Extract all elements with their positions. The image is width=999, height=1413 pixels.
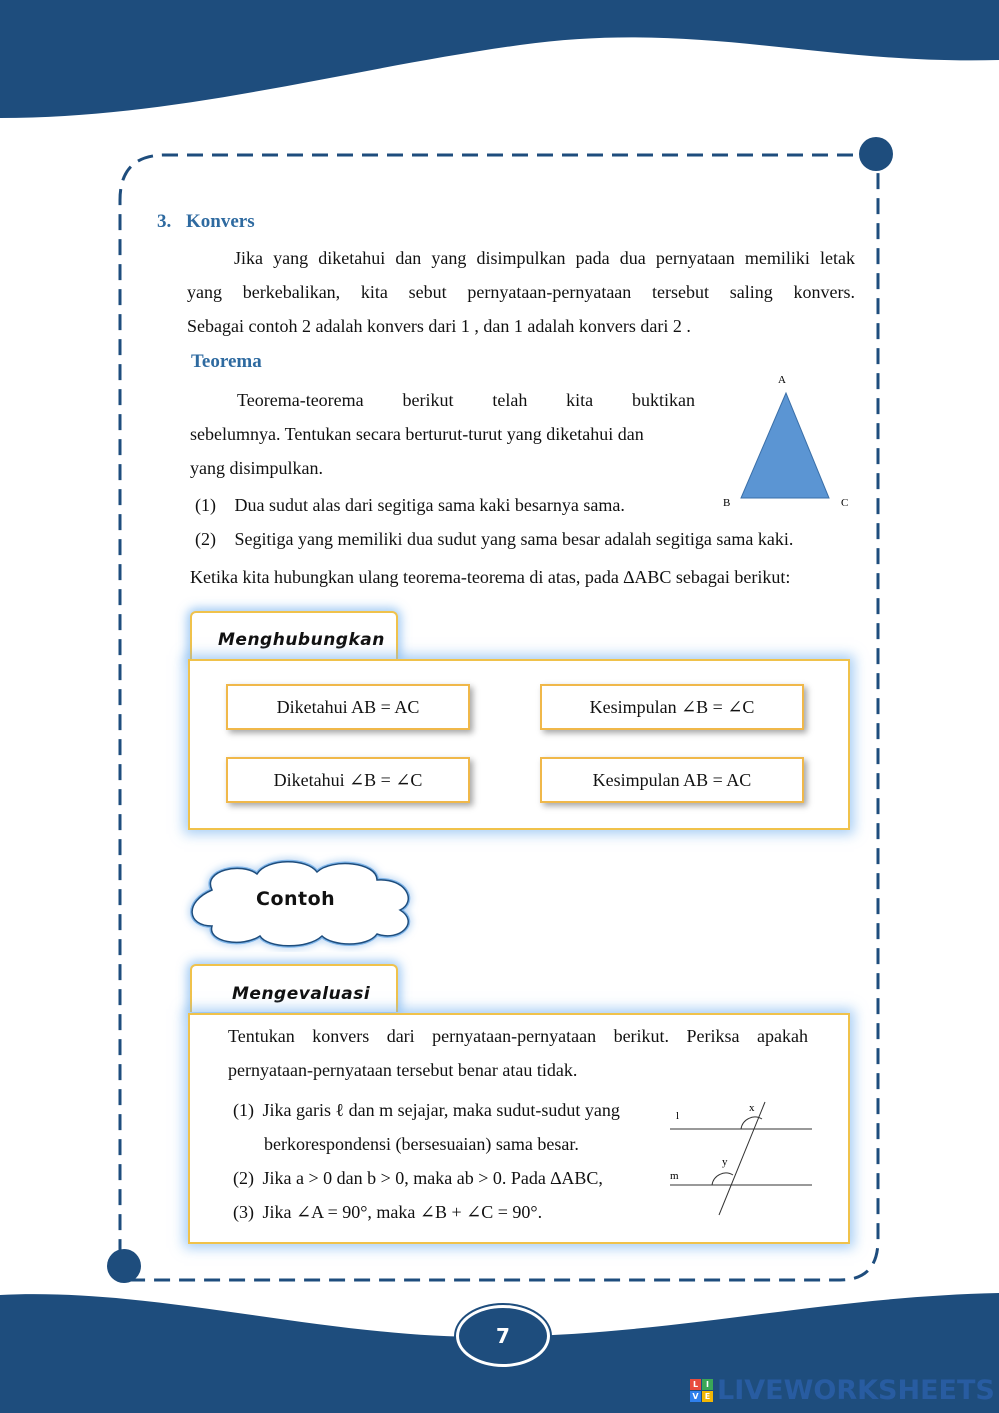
eval-intro-line-1: Tentukan konvers dari pernyataan-pernyataan berikut. Periksa apakah bbox=[228, 1026, 808, 1046]
contoh-label: Contoh bbox=[256, 888, 336, 910]
eval-item-num: (2) bbox=[233, 1168, 254, 1188]
intro-line-2: yang berkebalikan, kita sebut pernyataan-pernyataan tersebut saling konvers. bbox=[187, 282, 855, 302]
line-l-label: l bbox=[676, 1110, 680, 1122]
relation-cell bbox=[226, 684, 470, 730]
menghubungkan-tab bbox=[190, 611, 398, 659]
vertex-b-label: B bbox=[723, 497, 731, 509]
mengevaluasi-label: Mengevaluasi bbox=[232, 984, 371, 1004]
cell-text: Diketahui AB = AC bbox=[276, 696, 420, 717]
parallel-lines-figure bbox=[662, 1097, 822, 1222]
intro-paragraph bbox=[187, 241, 855, 343]
menghubungkan-panel bbox=[188, 659, 850, 830]
teorema-closing: Ketika kita hubungkan ulang teorema-teorema di atas, pada ∆ABC sebagai berikut: bbox=[190, 567, 791, 587]
section-number: 3. bbox=[157, 211, 172, 232]
teorema-line-3: yang disimpulkan. bbox=[190, 458, 323, 478]
page-number: 7 bbox=[496, 1324, 510, 1348]
teorema-paragraph bbox=[190, 383, 695, 485]
section-title: Konvers bbox=[186, 211, 255, 232]
line-m-label: m bbox=[670, 1170, 679, 1182]
mengevaluasi-tab bbox=[190, 964, 398, 1012]
eval-item-text: Jika a > 0 dan b > 0, maka ab > 0. Pada ∆ABC, bbox=[262, 1168, 603, 1188]
relation-cell bbox=[226, 757, 470, 803]
mengevaluasi-panel bbox=[188, 1013, 850, 1244]
mengevaluasi-intro bbox=[228, 1019, 808, 1087]
triangle-abc bbox=[715, 368, 865, 513]
teorema-item-1 bbox=[195, 491, 625, 519]
intro-line-3: Sebagai contoh 2 adalah konvers dari 1 , dan 1 adalah konvers dari 2 . bbox=[187, 316, 691, 336]
teorema-line-1: Teorema-teorema berikut telah kita buktikan bbox=[237, 390, 695, 410]
angle-x-label: x bbox=[749, 1102, 755, 1114]
intro-line-1: Jika yang diketahui dan yang disimpulkan pada dua pernyataan memiliki letak bbox=[234, 248, 855, 268]
teorema-title: Teorema bbox=[191, 351, 262, 372]
teorema-item-num: (1) bbox=[195, 495, 216, 515]
eval-item-num: (1) bbox=[233, 1100, 254, 1120]
teorema-item-2 bbox=[195, 525, 793, 553]
teorema-item-text: Dua sudut alas dari segitiga sama kaki besarnya sama. bbox=[234, 495, 625, 515]
vertex-a-label: A bbox=[778, 374, 786, 386]
brand-name: LIVEWORKSHEETS bbox=[717, 1375, 995, 1406]
cell-text: Diketahui ∠B = ∠C bbox=[273, 769, 423, 790]
eval-intro-line-2: pernyataan-pernyataan tersebut benar atau tidak. bbox=[228, 1060, 578, 1080]
eval-item-1-cont: berkorespondensi (bersesuaian) sama besar. bbox=[264, 1134, 579, 1154]
teorema-item-text: Segitiga yang memiliki dua sudut yang sama besar adalah segitiga sama kaki. bbox=[234, 529, 794, 549]
teorema-item-num: (2) bbox=[195, 529, 216, 549]
eval-item-3 bbox=[233, 1195, 542, 1229]
relation-cell bbox=[540, 684, 804, 730]
brand-logo bbox=[690, 1375, 995, 1406]
eval-item-text: Jika garis ℓ dan m sejajar, maka sudut-sudut yang bbox=[262, 1100, 620, 1120]
eval-item-1 bbox=[233, 1093, 620, 1127]
relation-cell bbox=[540, 757, 804, 803]
menghubungkan-label: Menghubungkan bbox=[218, 630, 385, 650]
cell-text: Kesimpulan AB = AC bbox=[592, 769, 752, 790]
eval-item-num: (3) bbox=[233, 1202, 254, 1222]
brand-logo-icon: L I V E bbox=[690, 1379, 713, 1402]
angle-y-label: y bbox=[722, 1156, 728, 1168]
teorema-line-2: sebelumnya. Tentukan secara berturut-turut yang diketahui dan bbox=[190, 424, 644, 444]
page-number-badge bbox=[456, 1305, 550, 1367]
eval-item-2 bbox=[233, 1161, 603, 1195]
cell-text: Kesimpulan ∠B = ∠C bbox=[589, 696, 755, 717]
eval-item-text: Jika ∠A = 90°, maka ∠B + ∠C = 90°. bbox=[262, 1202, 543, 1222]
vertex-c-label: C bbox=[841, 497, 849, 509]
